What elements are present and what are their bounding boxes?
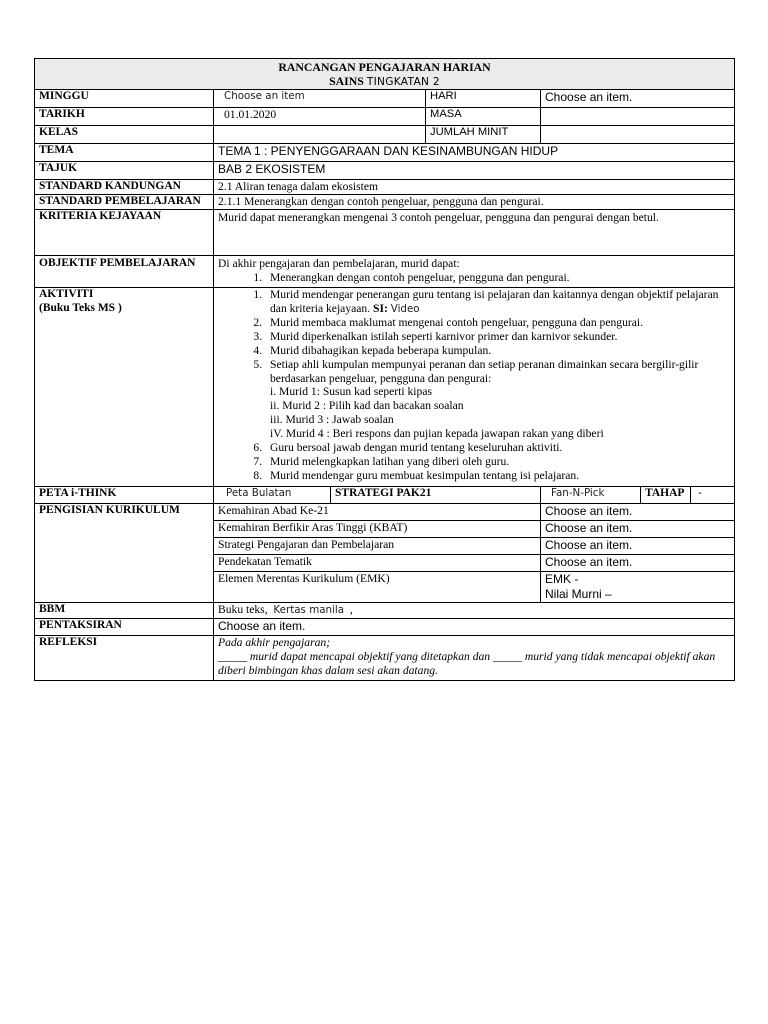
si-label: SI:	[373, 302, 388, 316]
pengisian-kurikulum-label: PENGISIAN KURIKULUM	[35, 504, 214, 603]
title-row	[35, 59, 735, 90]
refleksi-line-2[interactable]: _____ murid dapat mencapai objektif yang ditetapkan dan _____ murid yang tidak mencapai objektif akan diberi bimbingan khas dalam sesi akan datang.	[218, 650, 716, 677]
kriteria-kejayaan-label: KRITERIA KEJAYAAN	[35, 210, 214, 256]
peta-ithink-row	[35, 487, 735, 504]
emk-dropdown[interactable]: EMK -	[545, 572, 579, 587]
pentaksiran-row	[35, 619, 735, 636]
hari-label: HARI	[426, 90, 541, 108]
aktiviti-item-7: 7. Murid melengkapkan latihan yang diberi oleh guru.	[265, 455, 731, 469]
aktiviti-item-5-text: Setiap ahli kumpulan mempunyai peranan dan setiap peranan dimainkan secara bergilir-gilir berdasarkan pengeluar, pengguna dan pengurai:	[270, 357, 699, 385]
bbm-prefix: Buku teks,	[218, 603, 268, 617]
standard-pembelajaran-label: STANDARD PEMBELAJARAN	[35, 195, 214, 210]
minggu-label: MINGGU	[35, 90, 214, 108]
jumlah-minit-field[interactable]	[541, 126, 735, 144]
aktiviti-row	[35, 288, 735, 487]
objektif-list	[218, 271, 731, 285]
strategi-pak21-label: STRATEGI PAK21	[331, 487, 541, 504]
kelas-label: KELAS	[35, 126, 214, 144]
nilai-murni-dropdown[interactable]: Nilai Murni –	[545, 586, 612, 601]
lesson-plan-table	[34, 58, 735, 681]
tema-label: TEMA	[35, 144, 214, 162]
pengisian-item-name: Strategi Pengajaran dan Pembelajaran	[214, 538, 541, 555]
kelas-field[interactable]	[214, 126, 426, 144]
aktiviti-label-cell	[35, 288, 214, 487]
tema-row	[35, 144, 735, 162]
tarikh-label: TARIKH	[35, 108, 214, 126]
aktiviti-list	[218, 288, 731, 483]
lesson-plan-sheet	[34, 58, 734, 681]
subject-label: SAINS	[329, 74, 364, 89]
bbm-dropdown[interactable]: Kertas manila	[273, 604, 345, 617]
si-dropdown[interactable]: Video	[390, 303, 420, 316]
peta-ithink-label: PETA i-THINK	[35, 487, 214, 504]
tajuk-row	[35, 162, 735, 180]
standard-pembelajaran-row	[35, 195, 735, 210]
jumlah-minit-label: JUMLAH MINIT	[426, 126, 541, 144]
title-cell	[35, 59, 735, 90]
aktiviti-item-2: 2. Murid membaca maklumat mengenai contoh pengeluar, pengguna dan pengurai.	[265, 316, 731, 330]
pengisian-item-dropdown[interactable]: Choose an item.	[541, 555, 735, 572]
pengisian-row-1	[35, 504, 735, 521]
minggu-row	[35, 90, 735, 108]
objektif-item: 1. Menerangkan dengan contoh pengeluar, pengguna dan pengurai.	[265, 271, 731, 285]
refleksi-line-1: Pada akhir pengajaran;	[218, 636, 331, 650]
peta-ithink-dropdown[interactable]: Peta Bulatan	[214, 487, 331, 504]
aktiviti-item-5	[265, 358, 731, 441]
objektif-row	[35, 256, 735, 288]
objektif-label: OBJEKTIF PEMBELAJARAN	[35, 256, 214, 288]
bbm-cell	[214, 603, 735, 619]
pengisian-item-name: Kemahiran Abad Ke-21	[214, 504, 541, 521]
tahap-dropdown[interactable]: -	[691, 487, 735, 504]
strategi-pak21-dropdown[interactable]: Fan-N-Pick	[541, 487, 641, 504]
kriteria-kejayaan-value: Murid dapat menerangkan mengenai 3 contoh pengeluar, pengguna dan pengurai dengan betul.	[214, 210, 735, 256]
aktiviti-label: AKTIVITI	[39, 288, 94, 301]
role-item: i. Murid 1: Susun kad seperti kipas	[270, 385, 432, 399]
subject-line	[35, 74, 734, 89]
pengisian-item-name: Kemahiran Berfikir Aras Tinggi (KBAT)	[214, 521, 541, 538]
tahap-label: TAHAP	[641, 487, 691, 504]
pengisian-item-name: Elemen Merentas Kurikulum (EMK)	[214, 572, 541, 603]
bbm-suffix: ,	[349, 603, 353, 617]
aktiviti-item-8: 8. Murid mendengar guru membuat kesimpulan tentang isi pelajaran.	[265, 469, 731, 483]
objektif-intro: Di akhir pengajaran dan pembelajaran, murid dapat:	[218, 257, 460, 271]
emk-cell	[541, 572, 735, 603]
standard-pembelajaran-value: 2.1.1 Menerangkan dengan contoh pengeluar, pengguna dan pengurai.	[214, 195, 735, 210]
pengisian-item-dropdown[interactable]: Choose an item.	[541, 504, 735, 521]
role-item: iV. Murid 4 : Beri respons dan pujian kepada jawapan rakan yang diberi	[270, 427, 604, 441]
role-item: ii. Murid 2 : Pilih kad dan bacakan soalan	[270, 399, 464, 413]
bbm-row	[35, 603, 735, 619]
objektif-cell	[214, 256, 735, 288]
tajuk-value: BAB 2 EKOSISTEM	[214, 162, 735, 180]
aktiviti-item-1-text: Murid mendengar penerangan guru tentang isi pelajaran dan kaitannya dengan objektif pelajaran dan kriteria kejayaan.	[270, 288, 719, 316]
pengisian-item-dropdown[interactable]: Choose an item.	[541, 538, 735, 555]
aktiviti-item-3: 3. Murid diperkenalkan istilah seperti karnivor primer dan karnivor sekunder.	[265, 330, 731, 344]
aktiviti-sublabel: (Buku Teks MS )	[39, 301, 122, 314]
standard-kandungan-label: STANDARD KANDUNGAN	[35, 180, 214, 195]
kriteria-kejayaan-row	[35, 210, 735, 256]
tema-value: TEMA 1 : PENYENGGARAAN DAN KESINAMBUNGAN HIDUP	[214, 144, 735, 162]
masa-field[interactable]	[541, 108, 735, 126]
refleksi-label: REFLEKSI	[35, 636, 214, 681]
aktiviti-item-6: 6. Guru bersoal jawab dengan murid tentang keseluruhan aktiviti.	[265, 441, 731, 455]
tarikh-row	[35, 108, 735, 126]
pengisian-item-name: Pendekatan Tematik	[214, 555, 541, 572]
minggu-dropdown[interactable]: Choose an item	[214, 90, 426, 108]
pentaksiran-dropdown[interactable]: Choose an item.	[214, 619, 735, 636]
pentaksiran-label: PENTAKSIRAN	[35, 619, 214, 636]
tajuk-label: TAJUK	[35, 162, 214, 180]
refleksi-row	[35, 636, 735, 681]
standard-kandungan-value: 2.1 Aliran tenaga dalam ekosistem	[214, 180, 735, 195]
form-dropdown[interactable]: TINGKATAN 2	[366, 76, 440, 89]
tarikh-field[interactable]: 01.01.2020	[214, 108, 426, 126]
bbm-label: BBM	[35, 603, 214, 619]
standard-kandungan-row	[35, 180, 735, 195]
aktiviti-item-1	[265, 288, 731, 316]
page-title: RANCANGAN PENGAJARAN HARIAN	[278, 60, 491, 74]
aktiviti-item-4: 4. Murid dibahagikan kepada beberapa kumpulan.	[265, 344, 731, 358]
refleksi-cell	[214, 636, 735, 681]
hari-dropdown[interactable]: Choose an item.	[541, 90, 735, 108]
aktiviti-cell	[214, 288, 735, 487]
kelas-row	[35, 126, 735, 144]
role-item: iii. Murid 3 : Jawab soalan	[270, 413, 394, 427]
pengisian-item-dropdown[interactable]: Choose an item.	[541, 521, 735, 538]
masa-label: MASA	[426, 108, 541, 126]
